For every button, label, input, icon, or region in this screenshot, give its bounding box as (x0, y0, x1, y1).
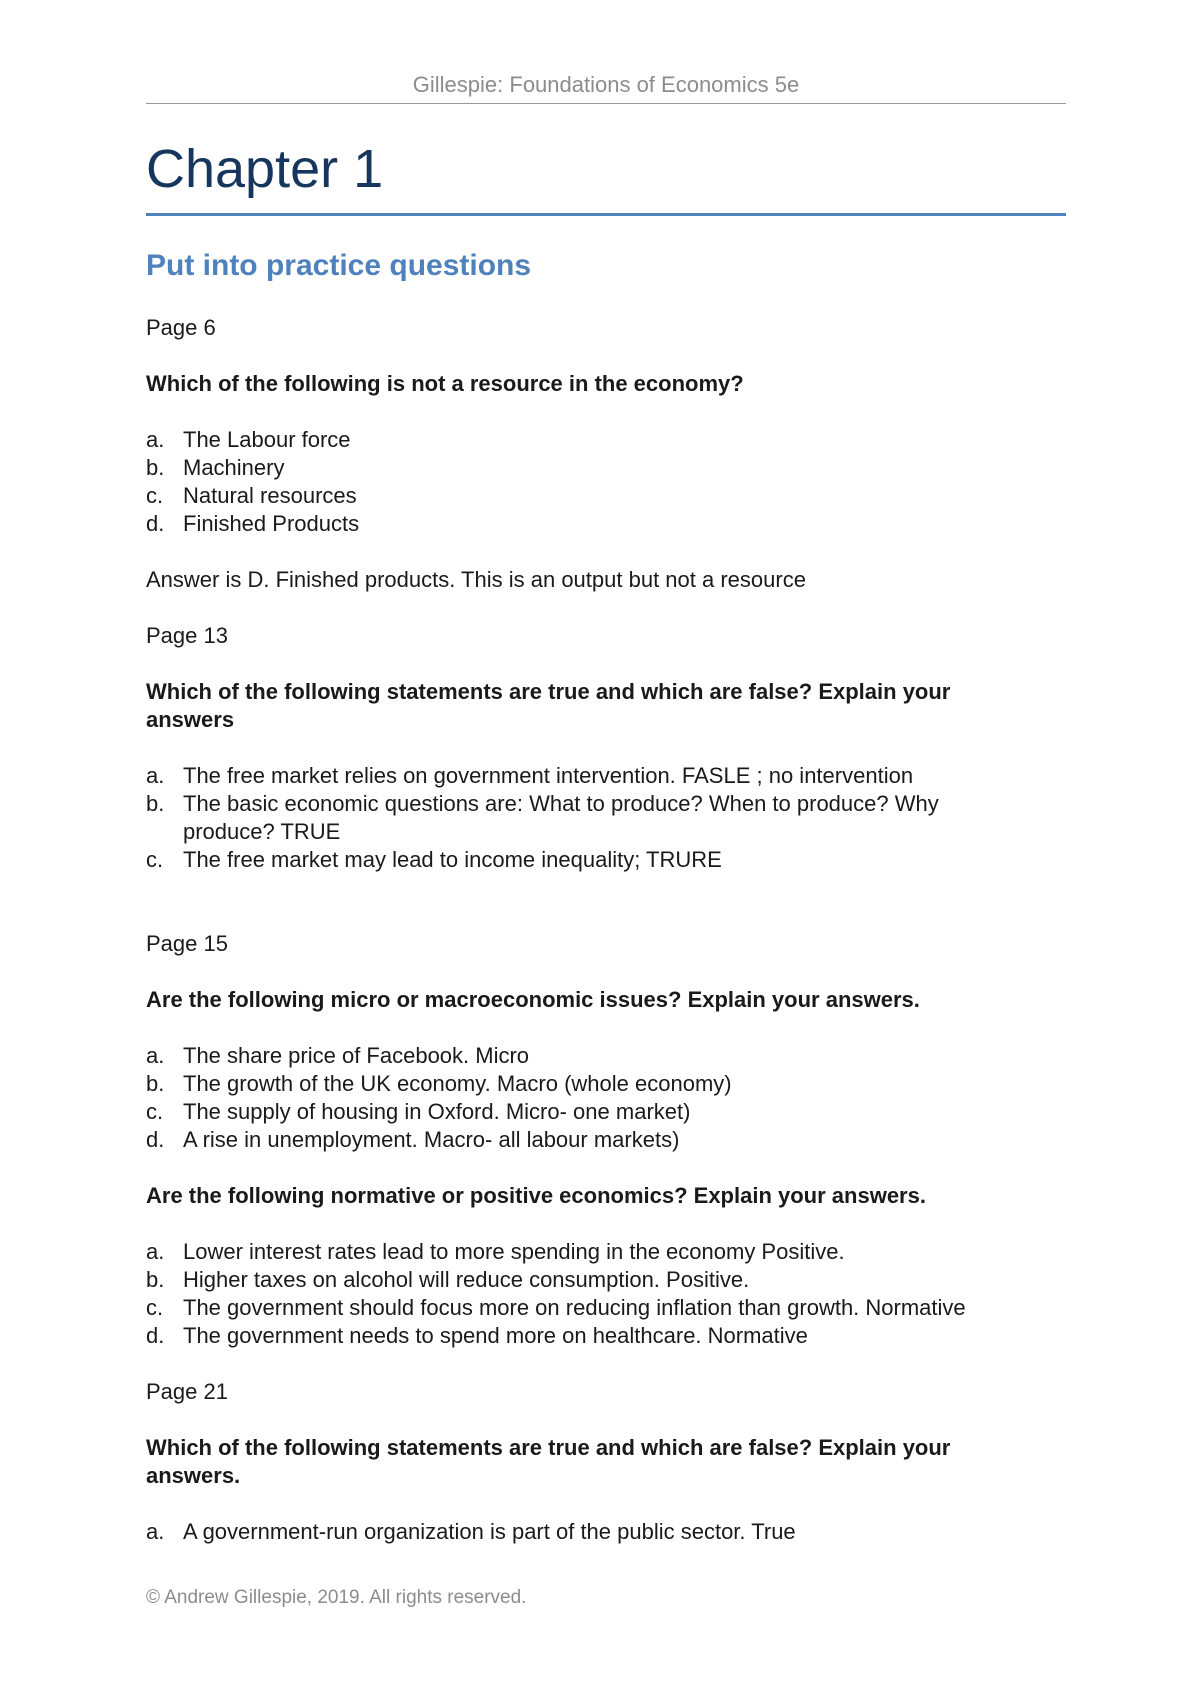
list-text: The government needs to spend more on healthcare. Normative (183, 1323, 808, 1348)
header-rule (146, 103, 1066, 104)
list-item (146, 1294, 1066, 1322)
list-letter: a. (146, 763, 165, 788)
list-item (146, 1322, 1066, 1350)
page-label-15: Page 15 (146, 931, 228, 956)
chapter-title: Chapter 1 (146, 139, 384, 199)
list-item (146, 790, 1066, 846)
list-item (146, 1518, 1066, 1546)
list-text: The free market relies on government intervention. FASLE ; no intervention (183, 763, 914, 788)
page-label-13: Page 13 (146, 623, 228, 648)
question-p13-line2: answers (146, 707, 235, 732)
list-letter: c. (146, 1099, 164, 1124)
list-item (146, 846, 1066, 874)
list-text: The share price of Facebook. Micro (183, 1043, 530, 1068)
question-p13-line1: Which of the following statements are true and which are false? Explain your (146, 679, 951, 704)
question-p15: Are the following micro or macroeconomic issues? Explain your answers. (146, 987, 920, 1012)
list-item (146, 482, 1066, 510)
list-letter: b. (146, 1267, 165, 1292)
statement-list-p13 (146, 762, 1066, 874)
list-text: Finished Products (183, 511, 360, 536)
page-label-21: Page 21 (146, 1379, 228, 1404)
list-letter: a. (146, 1043, 165, 1068)
issue-list-p15 (146, 1042, 1066, 1154)
list-text: Higher taxes on alcohol will reduce consumption. Positive. (183, 1267, 750, 1292)
running-header: Gillespie: Foundations of Economics 5e (412, 72, 800, 97)
normative-list-p15 (146, 1238, 1066, 1350)
list-letter: a. (146, 1239, 165, 1264)
list-text: The supply of housing in Oxford. Micro- one market) (183, 1099, 691, 1124)
list-item (146, 1238, 1066, 1266)
question-p21-line2: answers. (146, 1463, 241, 1488)
list-letter: a. (146, 427, 165, 452)
section-heading: Put into practice questions (146, 249, 532, 282)
list-text-continued: produce? TRUE (183, 819, 341, 844)
list-text: Machinery (183, 455, 285, 480)
list-text: Lower interest rates lead to more spending in the economy Positive. (183, 1239, 845, 1264)
list-text: A government-run organization is part of the public sector. True (183, 1519, 796, 1544)
list-letter: d. (146, 1127, 165, 1152)
list-item (146, 426, 1066, 454)
page-label-6: Page 6 (146, 315, 216, 340)
question-p15-normative: Are the following normative or positive economics? Explain your answers. (146, 1183, 926, 1208)
list-text: The Labour force (183, 427, 351, 452)
list-item (146, 1126, 1066, 1154)
list-letter: c. (146, 847, 164, 872)
list-letter: a. (146, 1519, 165, 1544)
list-letter: b. (146, 455, 165, 480)
list-item (146, 1070, 1066, 1098)
list-text: The government should focus more on reducing inflation than growth. Normative (183, 1295, 966, 1320)
list-letter: b. (146, 791, 165, 816)
list-item (146, 1098, 1066, 1126)
list-letter: c. (146, 1295, 164, 1320)
statement-list-p21 (146, 1518, 1066, 1546)
chapter-title-rule (146, 213, 1066, 216)
list-text: The basic economic questions are: What to produce? When to produce? Why (183, 791, 939, 816)
list-item (146, 1042, 1066, 1070)
list-item (146, 1266, 1066, 1294)
list-text: The growth of the UK economy. Macro (whole economy) (183, 1071, 732, 1096)
list-letter: b. (146, 1071, 165, 1096)
question-p21-line1: Which of the following statements are true and which are false? Explain your (146, 1435, 951, 1460)
answer-p6: Answer is D. Finished products. This is an output but not a resource (146, 567, 806, 592)
list-text: Natural resources (183, 483, 357, 508)
list-text: The free market may lead to income inequality; TRURE (183, 847, 722, 872)
footer-copyright: © Andrew Gillespie, 2019. All rights reserved. (146, 1587, 527, 1608)
list-letter: d. (146, 1323, 165, 1348)
list-text: A rise in unemployment. Macro- all labour markets) (183, 1127, 680, 1152)
list-item (146, 454, 1066, 482)
list-letter: c. (146, 483, 164, 508)
list-item (146, 510, 1066, 538)
question-p6: Which of the following is not a resource in the economy? (146, 371, 744, 396)
option-list-p6 (146, 426, 1066, 538)
list-item (146, 762, 1066, 790)
list-letter: d. (146, 511, 165, 536)
